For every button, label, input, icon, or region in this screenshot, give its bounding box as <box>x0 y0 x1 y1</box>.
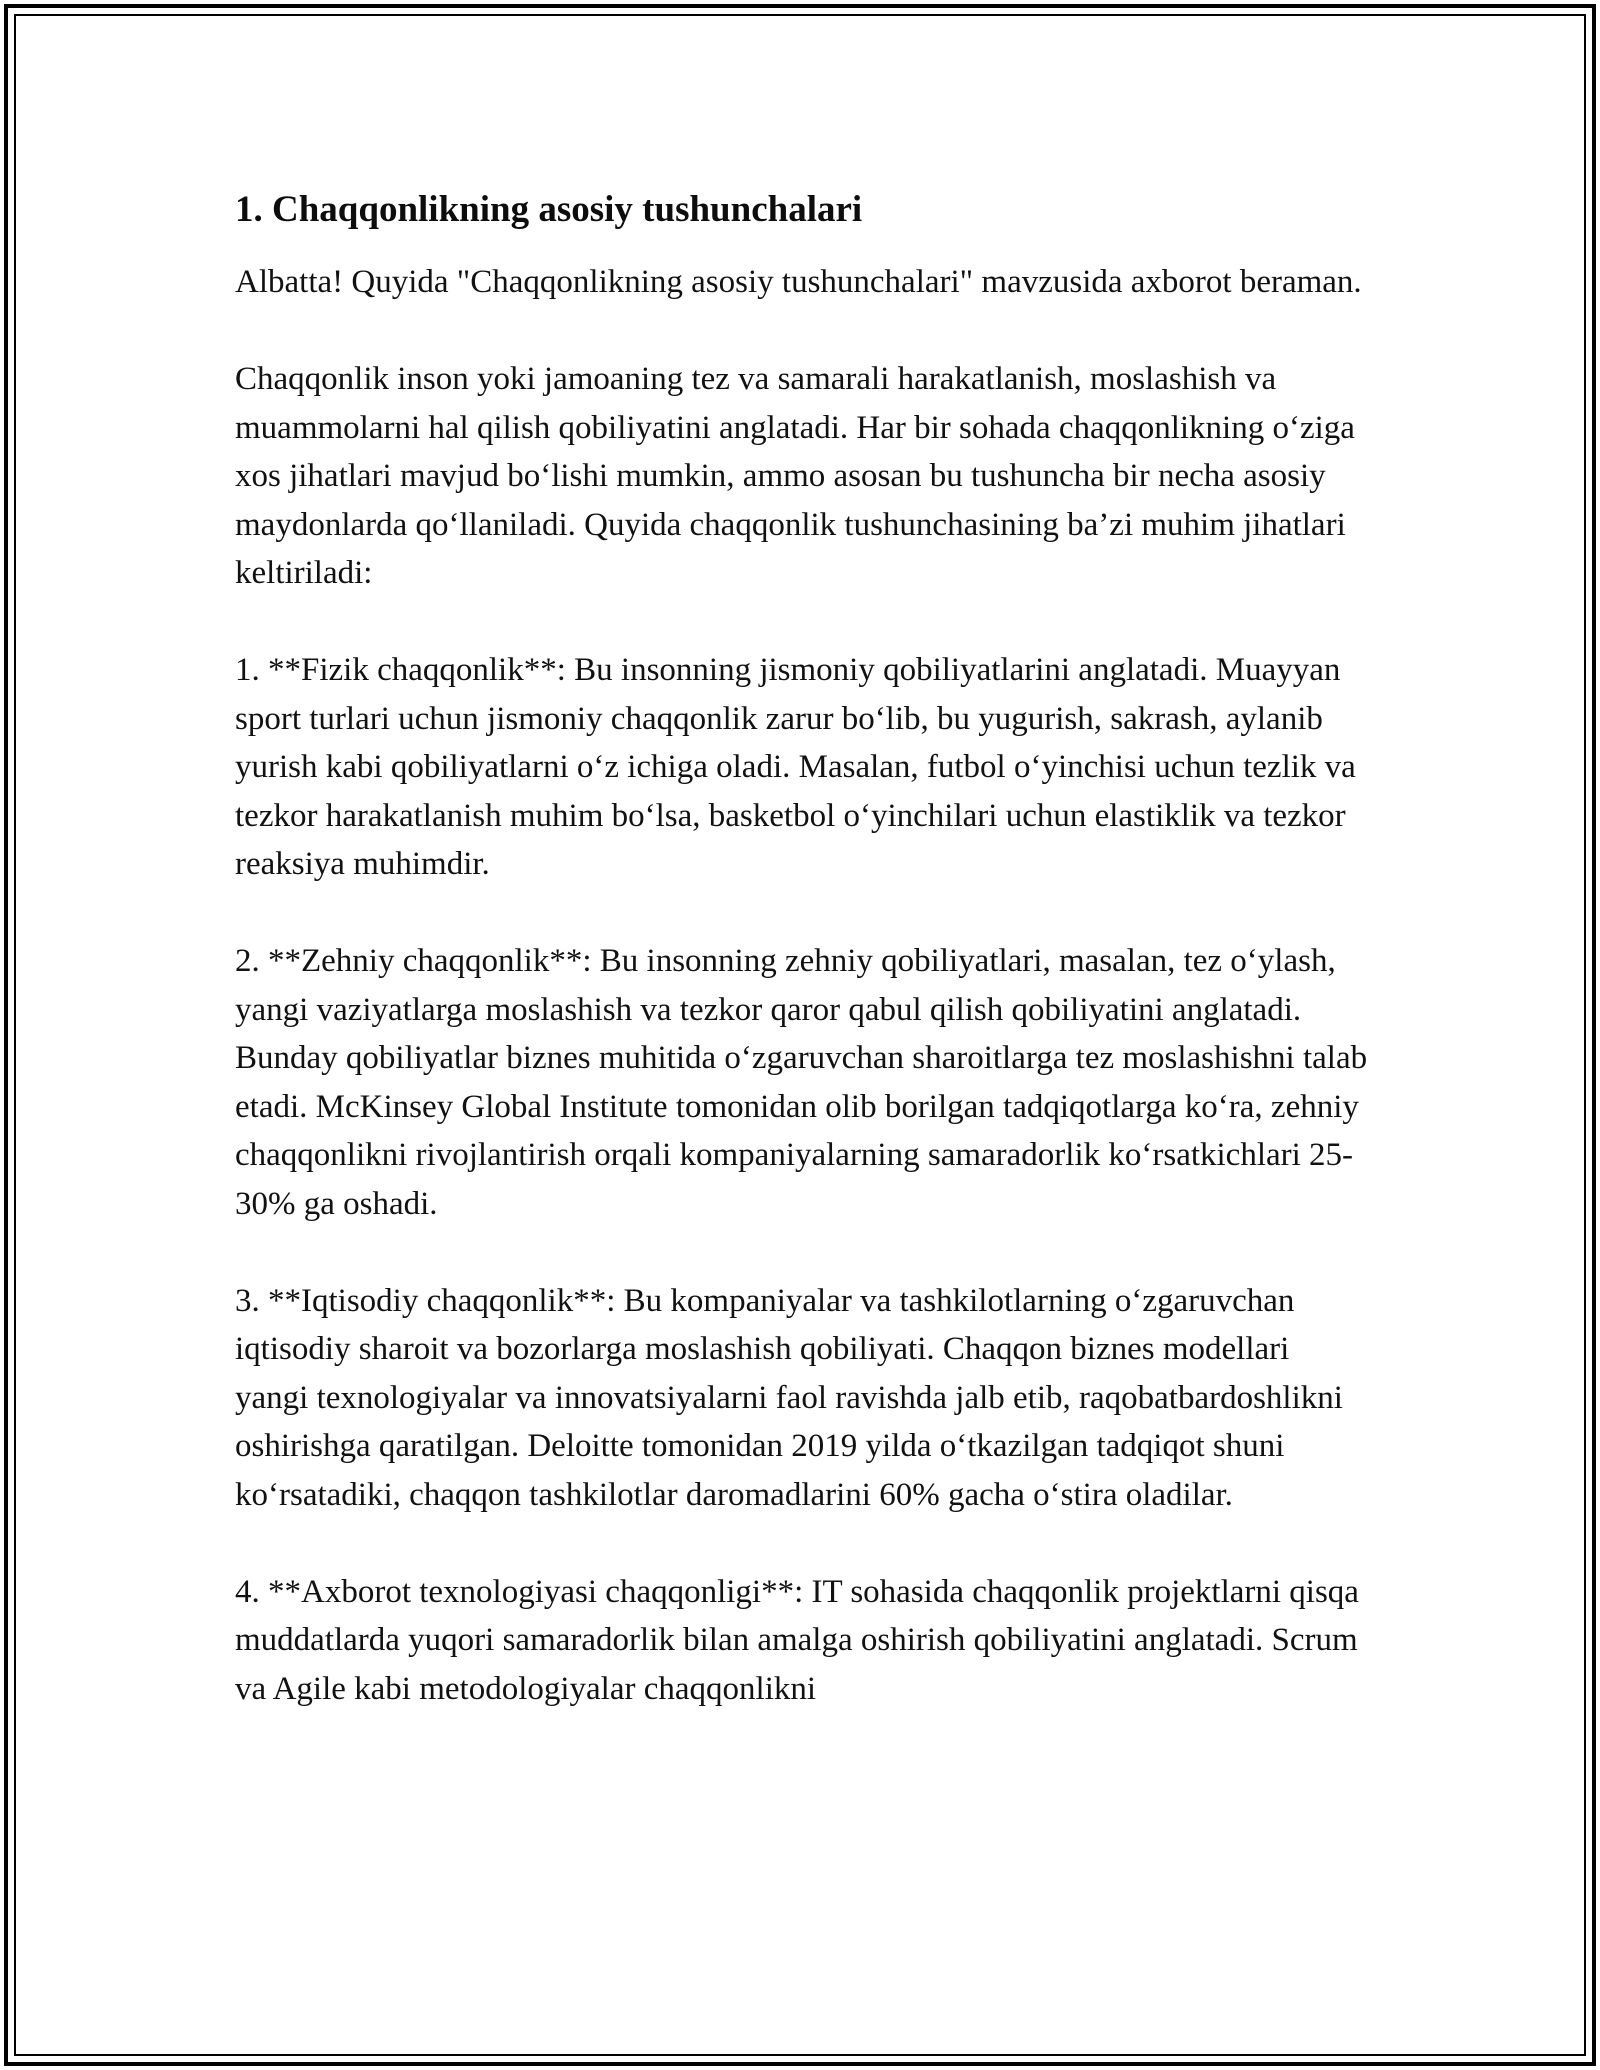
economic-agility-paragraph: 3. **Iqtisodiy chaqqonlik**: Bu kompaniyalar va tashkilotlarning o‘zgaruvchan iqtisodiy sharoit va bozorlarga moslashish qobiliyati. Chaqqon biznes modellari yangi texnologiyalar va innovatsiyalarni faol ravishda jalb etib, raqobatbardoshlikni oshirishga qaratilgan. Deloitte tomonidan 2019 yilda o‘tkazilgan tadqiqot shuni ko‘rsatadiki, chaqqon tashkilotlar daromadlarini 60% gacha o‘stira oladilar. <box>235 1282 1343 1513</box>
definition-paragraph: Chaqqonlik inson yoki jamoaning tez va samarali harakatlanish, moslashish va muammolarni hal qilish qobiliyatini anglatadi. Har bir sohada chaqqonlikning o‘ziga xos jihatlari mavjud bo‘lishi mumkin, ammo asosan bu tushuncha bir necha asosiy maydonlarda qo‘llaniladi. Quyida chaqqonlik tushunchasining ba’zi muhim jihatlari keltiriladi: <box>235 361 1355 591</box>
section-title: 1. Chaqqonlikning asosiy tushunchalari <box>235 189 863 230</box>
it-agility-paragraph: 4. **Axborot texnologiyasi chaqqonligi**: IT sohasida chaqqonlik projektlarni qisqa muddatlarda yuqori samaradorlik bilan amalga oshirish qobiliyatini anglatadi. Scrum va Agile kabi metodologiyalar chaqqonlikni <box>235 1573 1359 1707</box>
document-body <box>235 186 1370 1762</box>
physical-agility-paragraph: 1. **Fizik chaqqonlik**: Bu insonning jismoniy qobiliyatlarini anglatadi. Muayyan sport turlari uchun jismoniy chaqqonlik zarur bo‘lib, bu yugurish, sakrash, aylanib yurish kabi qobiliyatlarni o‘z ichiga oladi. Masalan, futbol o‘yinchisi uchun tezlik va tezkor harakatlanish muhim bo‘lsa, basketbol o‘yinchilari uchun elastiklik va tezkor reaksiya muhimdir. <box>235 652 1356 882</box>
mental-agility-paragraph: 2. **Zehniy chaqqonlik**: Bu insonning zehniy qobiliyatlari, masalan, tez o‘ylash, yangi vaziyatlarga moslashish va tezkor qaror qabul qilish qobiliyatini anglatadi. Bunday qobiliyatlar biznes muhitida o‘zgaruvchan sharoitlarga tez moslashishni talab etadi. McKinsey Global Institute tomonidan olib borilgan tadqiqotlarga ko‘ra, zehniy chaqqonlikni rivojlantirish orqali kompaniyalarning samaradorlik ko‘rsatkichlari 25-30% ga oshadi. <box>235 943 1368 1222</box>
intro-paragraph: Albatta! Quyida "Chaqqonlikning asosiy tushunchalari" mavzusida axborot beraman. <box>235 264 1362 300</box>
